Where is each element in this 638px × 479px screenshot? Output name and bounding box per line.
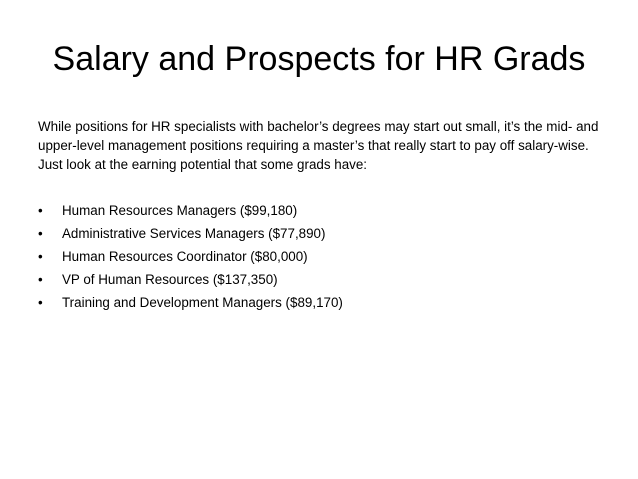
list-item xyxy=(38,291,598,314)
salary-list xyxy=(38,199,598,314)
list-item-text: Human Resources Managers ($99,180) xyxy=(62,203,298,218)
list-item-text: Human Resources Coordinator ($80,000) xyxy=(62,249,308,264)
list-item-text: Administrative Services Managers ($77,890) xyxy=(62,226,326,241)
bullet-icon: • xyxy=(38,295,43,310)
bullet-icon: • xyxy=(38,203,43,218)
bullet-icon: • xyxy=(38,226,43,241)
slide-title: Salary and Prospects for HR Grads xyxy=(52,40,586,78)
intro-paragraph: While positions for HR specialists with bachelor’s degrees may start out small, it’s the mid- and upper-level management positions requiring a master’s that really start to pay off salary-wise. Just look at the earning potential that some grads have: xyxy=(38,119,599,172)
list-item xyxy=(38,268,598,291)
list-item xyxy=(38,245,598,268)
list-item-text: Training and Development Managers ($89,170) xyxy=(62,295,343,310)
list-item xyxy=(38,199,598,222)
bullet-icon: • xyxy=(38,249,43,264)
list-item-text: VP of Human Resources ($137,350) xyxy=(62,272,278,287)
list-item xyxy=(38,222,598,245)
bullet-icon: • xyxy=(38,272,43,287)
